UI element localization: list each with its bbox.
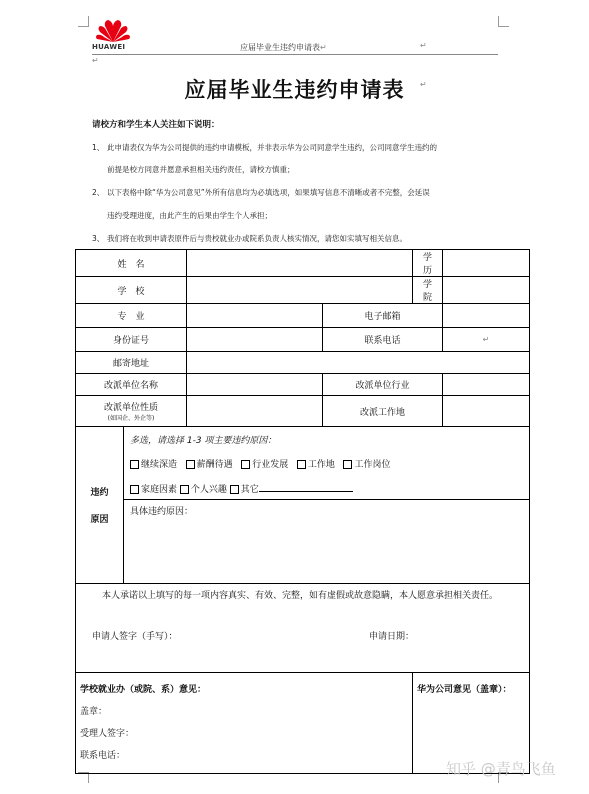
id-number-field[interactable] bbox=[187, 328, 323, 352]
note-3-number: 3、 bbox=[92, 234, 105, 243]
specific-reason-field[interactable] bbox=[124, 500, 530, 584]
address-label: 邮寄地址 bbox=[76, 352, 187, 374]
school-opinion-label: 学校就业办（或院、系）意见： bbox=[80, 685, 207, 695]
name-label: 姓 名 bbox=[76, 250, 187, 277]
application-form-table bbox=[75, 249, 530, 774]
form-row-school bbox=[76, 277, 530, 304]
unit-type-label-main: 改派单位性质 bbox=[104, 403, 159, 413]
specific-reason-label: 具体违约原因： bbox=[130, 507, 194, 517]
dispatch-unit-industry-field[interactable] bbox=[443, 374, 530, 396]
college-label: 学 院 bbox=[413, 277, 443, 304]
note-1-line-1: 此申请表仅为华为公司提供的违约申请模板，并非表示华为公司同意学生违约，公司同意学生违约的 bbox=[107, 143, 437, 152]
checkbox-icon bbox=[241, 460, 250, 469]
checkbox-icon bbox=[297, 460, 306, 469]
reason-options-row-1 bbox=[130, 457, 523, 470]
page-title: 应届毕业生违约申请表 bbox=[184, 78, 405, 102]
school-seal-label[interactable]: 盖章： bbox=[80, 707, 108, 717]
commitment-statement: 本人承诺以上填写的每一项内容真实、有效、完整，如有虚假或故意隐瞒，本人愿意承担相关责任。 bbox=[102, 591, 499, 601]
major-field[interactable] bbox=[187, 304, 323, 328]
email-field[interactable] bbox=[443, 304, 530, 328]
unit-type-field[interactable] bbox=[187, 396, 323, 427]
dispatch-location-field[interactable] bbox=[443, 396, 530, 427]
note-2-line-1: 以下表格中除“华为公司意见”外所有信息均为必填选项，如果填写信息不清晰或者不完整，会延误 bbox=[107, 188, 430, 197]
checkbox-icon bbox=[130, 460, 139, 469]
option-salary[interactable]: 薪酬待遇 bbox=[186, 460, 233, 470]
checkbox-icon bbox=[186, 460, 195, 469]
form-row-unit-type bbox=[76, 396, 530, 427]
reason-options-row-2 bbox=[130, 482, 523, 495]
applicant-signature-label[interactable]: 申请人签字（手写）： bbox=[92, 632, 178, 642]
form-row-address bbox=[76, 352, 530, 374]
dispatch-unit-name-field[interactable] bbox=[187, 374, 323, 396]
page-corner-mark bbox=[498, 16, 509, 27]
unit-type-label bbox=[76, 396, 187, 427]
huawei-opinion-label: 华为公司意见（盖章）： bbox=[417, 685, 512, 695]
commitment-cell bbox=[76, 584, 530, 673]
dispatch-location-label: 改派工作地 bbox=[323, 396, 443, 427]
dispatch-unit-name-label: 改派单位名称 bbox=[76, 374, 187, 396]
phone-field[interactable]: ↵ bbox=[443, 328, 530, 352]
option-job-position[interactable]: 工作岗位 bbox=[343, 460, 390, 470]
option-further-study[interactable]: 继续深造 bbox=[130, 460, 177, 470]
option-industry[interactable]: 行业发展 bbox=[241, 460, 288, 470]
school-opinion-cell bbox=[76, 673, 413, 774]
checkbox-icon bbox=[343, 460, 352, 469]
note-3-line-1: 我们将在收到申请表原件后与贵校就业办或院系负责人核实情况，请您如实填写相关信息。 bbox=[107, 234, 407, 243]
application-date-label[interactable]: 申请日期： bbox=[369, 632, 415, 642]
note-2-line-2: 违约受理进度，由此产生的后果由学生个人承担； bbox=[107, 211, 272, 220]
unit-type-hint: (如国企、外企等) bbox=[107, 415, 155, 422]
notes-heading: 请校方和学生本人关注如下说明： bbox=[92, 120, 220, 130]
option-family[interactable]: 家庭因素 bbox=[130, 485, 177, 495]
education-label: 学 历 bbox=[413, 250, 443, 277]
logo-wordmark: HUAWEI bbox=[92, 43, 126, 51]
note-2-number: 2、 bbox=[92, 188, 105, 197]
paragraph-mark: ↵ bbox=[420, 80, 427, 89]
form-row-id bbox=[76, 328, 530, 352]
other-reason-underline[interactable] bbox=[259, 483, 353, 492]
note-1-number: 1、 bbox=[92, 143, 105, 152]
checkbox-icon bbox=[130, 485, 139, 494]
checkbox-icon bbox=[180, 485, 189, 494]
reason-options-hint: 多选，请选择 1-3 项主要违约原因： bbox=[130, 436, 277, 446]
breach-reason-label: 违约 原因 bbox=[76, 427, 124, 584]
phone-label: 联系电话 bbox=[323, 328, 443, 352]
form-row-major bbox=[76, 304, 530, 328]
email-label: 电子邮箱 bbox=[323, 304, 443, 328]
education-field[interactable] bbox=[443, 250, 530, 277]
handler-signature-label[interactable]: 受理人签字： bbox=[80, 729, 135, 739]
major-label: 专 业 bbox=[76, 304, 187, 328]
header-title: 应届毕业生违约申请表↵ bbox=[240, 43, 327, 52]
college-field[interactable] bbox=[443, 277, 530, 304]
option-personal-interest[interactable]: 个人兴趣 bbox=[180, 485, 227, 495]
form-row-specific-reason bbox=[76, 500, 530, 584]
checkbox-icon bbox=[230, 485, 239, 494]
page-corner-mark bbox=[78, 16, 89, 27]
paragraph-mark: ↵ bbox=[420, 41, 427, 50]
note-1-line-2: 前提是校方同意并愿意承担相关违约责任，请校方慎重； bbox=[107, 165, 295, 174]
name-field[interactable] bbox=[187, 250, 413, 277]
dispatch-unit-industry-label: 改派单位行业 bbox=[323, 374, 443, 396]
id-number-label: 身份证号 bbox=[76, 328, 187, 352]
option-work-location[interactable]: 工作地 bbox=[297, 460, 335, 470]
form-row-name bbox=[76, 250, 530, 277]
signature-line bbox=[84, 629, 521, 641]
option-other[interactable]: 其它 bbox=[230, 485, 259, 495]
form-row-reasons bbox=[76, 427, 530, 500]
reason-options-cell bbox=[124, 427, 530, 500]
watermark: 知乎 @青鸟飞鱼 bbox=[446, 760, 556, 778]
school-label: 学 校 bbox=[76, 277, 187, 304]
form-row-commitment bbox=[76, 584, 530, 673]
header-rule bbox=[92, 54, 498, 55]
paragraph-mark: ↵ bbox=[92, 56, 99, 65]
school-contact-phone-label[interactable]: 联系电话： bbox=[80, 751, 126, 761]
school-field[interactable] bbox=[187, 277, 413, 304]
form-row-dispatch-unit bbox=[76, 374, 530, 396]
address-field[interactable] bbox=[187, 352, 530, 374]
